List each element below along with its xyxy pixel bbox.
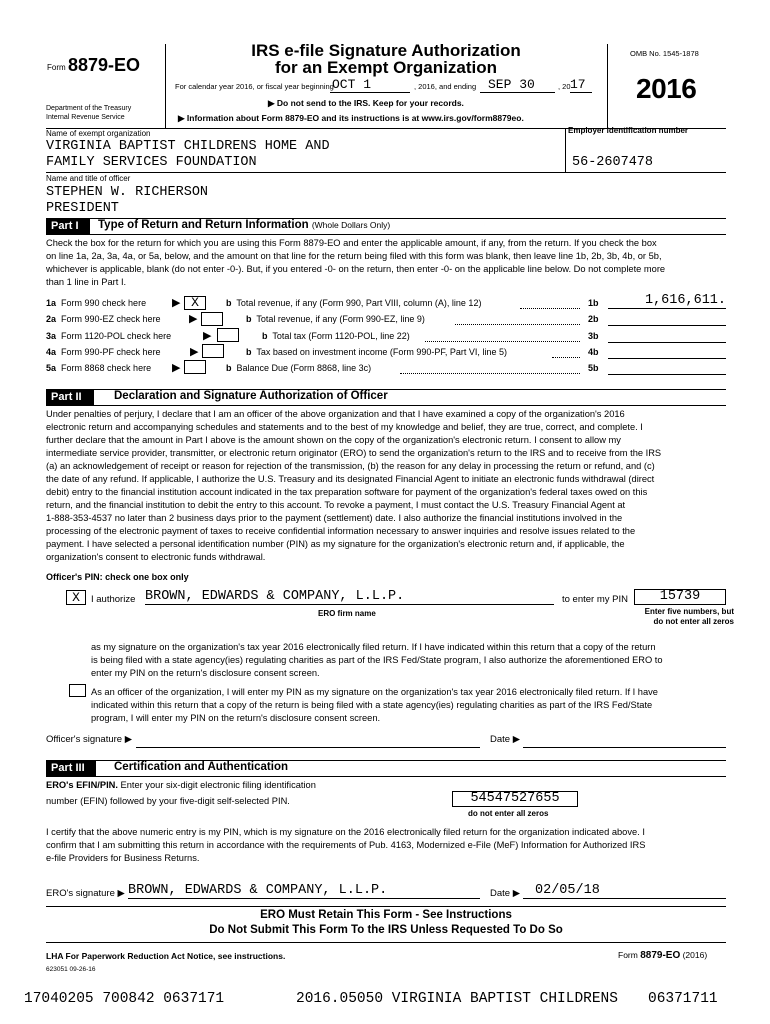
dept-line1: Department of the Treasury: [46, 105, 132, 112]
ero-certification: I certify that the above numeric entry is my PIN, which is my signature on the 2016 electronically filed return for the organization indicated above. I confirm that I am submitting this return in accordance with the requirements of Pub. 4163, Modernized e-File (MeF) Information for Authorized IRS e-file Providers for Business Returns.: [46, 827, 646, 863]
line-2a: 2a Form 990-EZ check here: [46, 314, 161, 324]
officer-info: [46, 185, 208, 217]
calendar-mid: , 2016, and ending: [414, 82, 477, 91]
ero-firm-label: ERO firm name: [318, 609, 376, 618]
lha-notice: LHA For Paperwork Reduction Act Notice, see instructions.: [46, 951, 286, 961]
omb-number: OMB No. 1545-1878: [630, 49, 699, 58]
amount-4b: [608, 343, 726, 359]
efin-line1: ERO's EFIN/PIN. Enter your six-digit electronic filing identification: [46, 780, 316, 790]
arrow-2a: ▶: [189, 313, 198, 325]
pin-heading: Officer's PIN: check one box only: [46, 572, 189, 582]
ero-signature-label: ERO's signature ▶: [46, 888, 125, 899]
checkbox-2a[interactable]: [201, 312, 223, 326]
checkbox-4a[interactable]: [202, 344, 224, 358]
authorize-signature-text: as my signature on the organization's tax year 2016 electronically filed return. If I have indicated within this return that a copy of the return is being filed with a state agency(ies) regulating charities as part of the IRS Fed/State program, I also authorize the aforementioned ERO to enter my PIN on the return's disclosure consent screen.: [91, 642, 663, 678]
officer-signature-field[interactable]: [136, 733, 480, 748]
bottom-id-right: 06371711: [648, 991, 718, 1007]
arrow-1a: ▶: [172, 297, 181, 309]
ero-date: 02/05/18: [523, 883, 726, 899]
to-enter-pin: to enter my PIN: [562, 594, 628, 605]
retain-bottom-rule: [46, 942, 726, 943]
ero-signature: BROWN, EDWARDS & COMPANY, L.L.P.: [128, 883, 480, 899]
dots-2b: [455, 324, 580, 325]
part1-title: Type of Return and Return Information (Whole Dollars Only): [98, 219, 391, 231]
ero-date-label: Date ▶: [490, 888, 521, 899]
begin-date: OCT 1: [330, 77, 410, 93]
org-bottom-rule: [46, 172, 726, 173]
org-name-line2: FAMILY SERVICES FOUNDATION: [46, 155, 257, 170]
ero-firm-name: BROWN, EDWARDS & COMPANY, L.L.P.: [145, 589, 554, 605]
pin-note: Enter five numbers, but do not enter all zeros: [644, 607, 734, 626]
form-number: 8879-EO: [68, 55, 141, 75]
ein-value: 56-2607478: [572, 155, 654, 170]
line-2b-num: 2b: [588, 314, 599, 324]
end-year: 17: [570, 77, 592, 93]
ero-efin-pin[interactable]: 54547527655: [452, 791, 578, 807]
authorize-ero-checkbox[interactable]: X: [66, 590, 86, 605]
officer-signature-label: Officer's signature ▶: [46, 734, 133, 745]
department: [46, 104, 131, 122]
arrow-5a: ▶: [172, 362, 181, 374]
amount-2b: [608, 310, 726, 326]
ein-divider: [565, 128, 566, 172]
title-line1: IRS e-file Signature Authorization: [251, 41, 521, 60]
officer-name: STEPHEN W. RICHERSON: [46, 185, 209, 200]
line-1b-desc: b Total revenue, if any (Form 990, Part VIII, column (A), line 12): [226, 298, 482, 308]
line-3a: 3a Form 1120-POL check here: [46, 331, 172, 341]
part2-title: Declaration and Signature Authorization of Officer: [114, 390, 388, 402]
tax-year: 2016: [636, 73, 697, 104]
authorize-text: I authorize: [91, 594, 136, 605]
line-4a: 4a Form 990-PF check here: [46, 347, 161, 357]
notice-information: ▶ Information about Form 8879-EO and its instructions is at www.irs.gov/form8879eo.: [178, 113, 524, 123]
line-4b-num: 4b: [588, 347, 599, 357]
line-1b-num: 1b: [588, 298, 599, 308]
form-word: Form: [47, 63, 66, 72]
part1-instructions: Check the box for the return for which you are using this Form 8879-EO and enter the applicable amount, if any, from the return. If you check the box on line 1a, 2a, 3a, 4a, or 5a, below, and the amount on that line for the return being filed with this form was blank, then leave line 1b, 2b, 3b, 4b, or 5b, whichever is applicable, blank (do not enter -0-). But, if you entered -0- on the return, then enter -0- on the applicable line below. Do not complete more than 1 line in Part I.: [46, 238, 666, 287]
dots-1b: [520, 308, 580, 309]
bottom-id-mid: 2016.05050 VIRGINIA BAPTIST CHILDRENS: [296, 991, 618, 1007]
org-name: [46, 139, 330, 171]
line-1a: 1a Form 990 check here: [46, 298, 147, 308]
bottom-id-left: 17040205 700842 0637171: [24, 991, 225, 1007]
officer-date-label: Date ▶: [490, 734, 521, 745]
line-3b-desc: b Total tax (Form 1120-POL, line 22): [262, 331, 410, 341]
efin-note: do not enter all zeros: [468, 809, 549, 818]
calendar-line: For calendar year 2016, or fiscal year beginning: [175, 82, 334, 91]
checkbox-1a[interactable]: X: [184, 296, 206, 310]
line-5b-num: 5b: [588, 363, 599, 373]
officer-pin[interactable]: 15739: [634, 589, 726, 605]
form-code: 623051 09-26-16: [46, 966, 96, 973]
dots-4b: [552, 357, 580, 358]
part3-header-rule: [46, 776, 726, 777]
retain-line1: ERO Must Retain This Form - See Instructions: [260, 909, 512, 921]
checkbox-3a[interactable]: [217, 328, 239, 342]
retain-line2: Do Not Submit This Form To the IRS Unless Requested To Do So: [209, 924, 563, 936]
part1-header-rule: [46, 234, 726, 235]
line-5b-desc: b Balance Due (Form 8868, line 3c): [226, 363, 372, 373]
officer-will-enter-checkbox[interactable]: [69, 684, 86, 697]
officer-label: Name and title of officer: [46, 174, 131, 183]
retain-notice: [46, 908, 726, 938]
org-name-line1: VIRGINIA BAPTIST CHILDRENS HOME AND: [46, 139, 330, 154]
amount-5b: [608, 359, 726, 375]
part3-label: Part III: [46, 761, 96, 776]
part2-declaration: Under penalties of perjury, I declare that I am an officer of the above organization and that I have examined a copy of the organization's 2016 electronic return and accompanying schedules and statements and to the best of my knowledge and belief, they are true, correct, and complete. I further declare that the amount in Part I above is the amount shown on the copy of the organization's electronic return. I consent to allow my intermediate service provider, transmitter, or electronic return originator (ERO) to send the organization's return to the IRS and to receive from the IRS (a) an acknowledgement of receipt or reason for rejection of the transmission, (b) the reason for any delay in processing the return or refund, and (c) the date of any refund. If applicable, I authorize the U.S. Treasury and its designated Financial Agent to initiate an electronic funds withdrawal (direct debit) entry to the financial institution account indicated in the tax preparation software for payment of the organization's federal taxes owed on this return, and the financial institution to debit the entry to this account. To revoke a payment, I must contact the U.S. Treasury Financial Agent at 1-888-353-4537 no later than 2 business days prior to the payment (settlement) date. I also authorize the financial institutions involved in the processing of the electronic payment of taxes to receive confidential information necessary to answer inquiries and resolve issues related to the payment. I have selected a personal identification number (PIN) as my signature for the organization's electronic return and, if applicable, the organization's consent to electronic funds withdrawal.: [46, 409, 662, 562]
form-ref: Form 8879-EO (2016): [618, 950, 708, 961]
part2-label: Part II: [46, 390, 94, 405]
amount-3b: [608, 327, 726, 343]
line-4b-desc: b Tax based on investment income (Form 990-PF, Part VI, line 5): [246, 347, 507, 357]
year-prefix: , 20: [558, 82, 571, 91]
end-date: SEP 30: [480, 77, 555, 93]
title-line2: for an Exempt Organization: [275, 58, 497, 77]
ein-label: Employer identification number: [568, 126, 689, 135]
efin-instructions: ERO's EFIN/PIN. Enter your six-digit electronic filing identification number (EFIN) followed by your five-digit self-selected PIN.: [46, 780, 316, 806]
retain-top-rule: [46, 906, 726, 907]
header-divider-right: [607, 44, 608, 128]
part2-header-rule: [46, 405, 726, 406]
arrow-4a: ▶: [190, 346, 199, 358]
part3-title: Certification and Authentication: [114, 761, 288, 773]
dots-3b: [425, 341, 580, 342]
dots-5b: [400, 373, 580, 374]
officer-title: PRESIDENT: [46, 201, 119, 216]
amount-1b: 1,616,611.: [608, 293, 726, 309]
arrow-3a: ▶: [203, 330, 212, 342]
line-3b-num: 3b: [588, 331, 599, 341]
checkbox-5a[interactable]: [184, 360, 206, 374]
line-5a: 5a Form 8868 check here: [46, 363, 152, 373]
officer-pin-text: As an officer of the organization, I will enter my PIN as my signature on the organization's tax year 2016 electronically filed return. If I have indicated within this return that a copy of the return is being filed with a state agency(ies) regulating charities as part of the IRS Fed/State program, I will enter my PIN on the return's disclosure consent screen.: [91, 687, 658, 723]
org-name-label: Name of exempt organization: [46, 129, 151, 138]
line-2b-desc: b Total revenue, if any (Form 990-EZ, line 9): [246, 314, 425, 324]
form-title: [166, 42, 606, 76]
dept-line2: Internal Revenue Service: [46, 114, 125, 121]
notice-do-not-send: ▶ Do not send to the IRS. Keep for your records.: [268, 98, 464, 108]
officer-date-field[interactable]: [523, 733, 726, 748]
part1-label: Part I: [46, 219, 90, 234]
